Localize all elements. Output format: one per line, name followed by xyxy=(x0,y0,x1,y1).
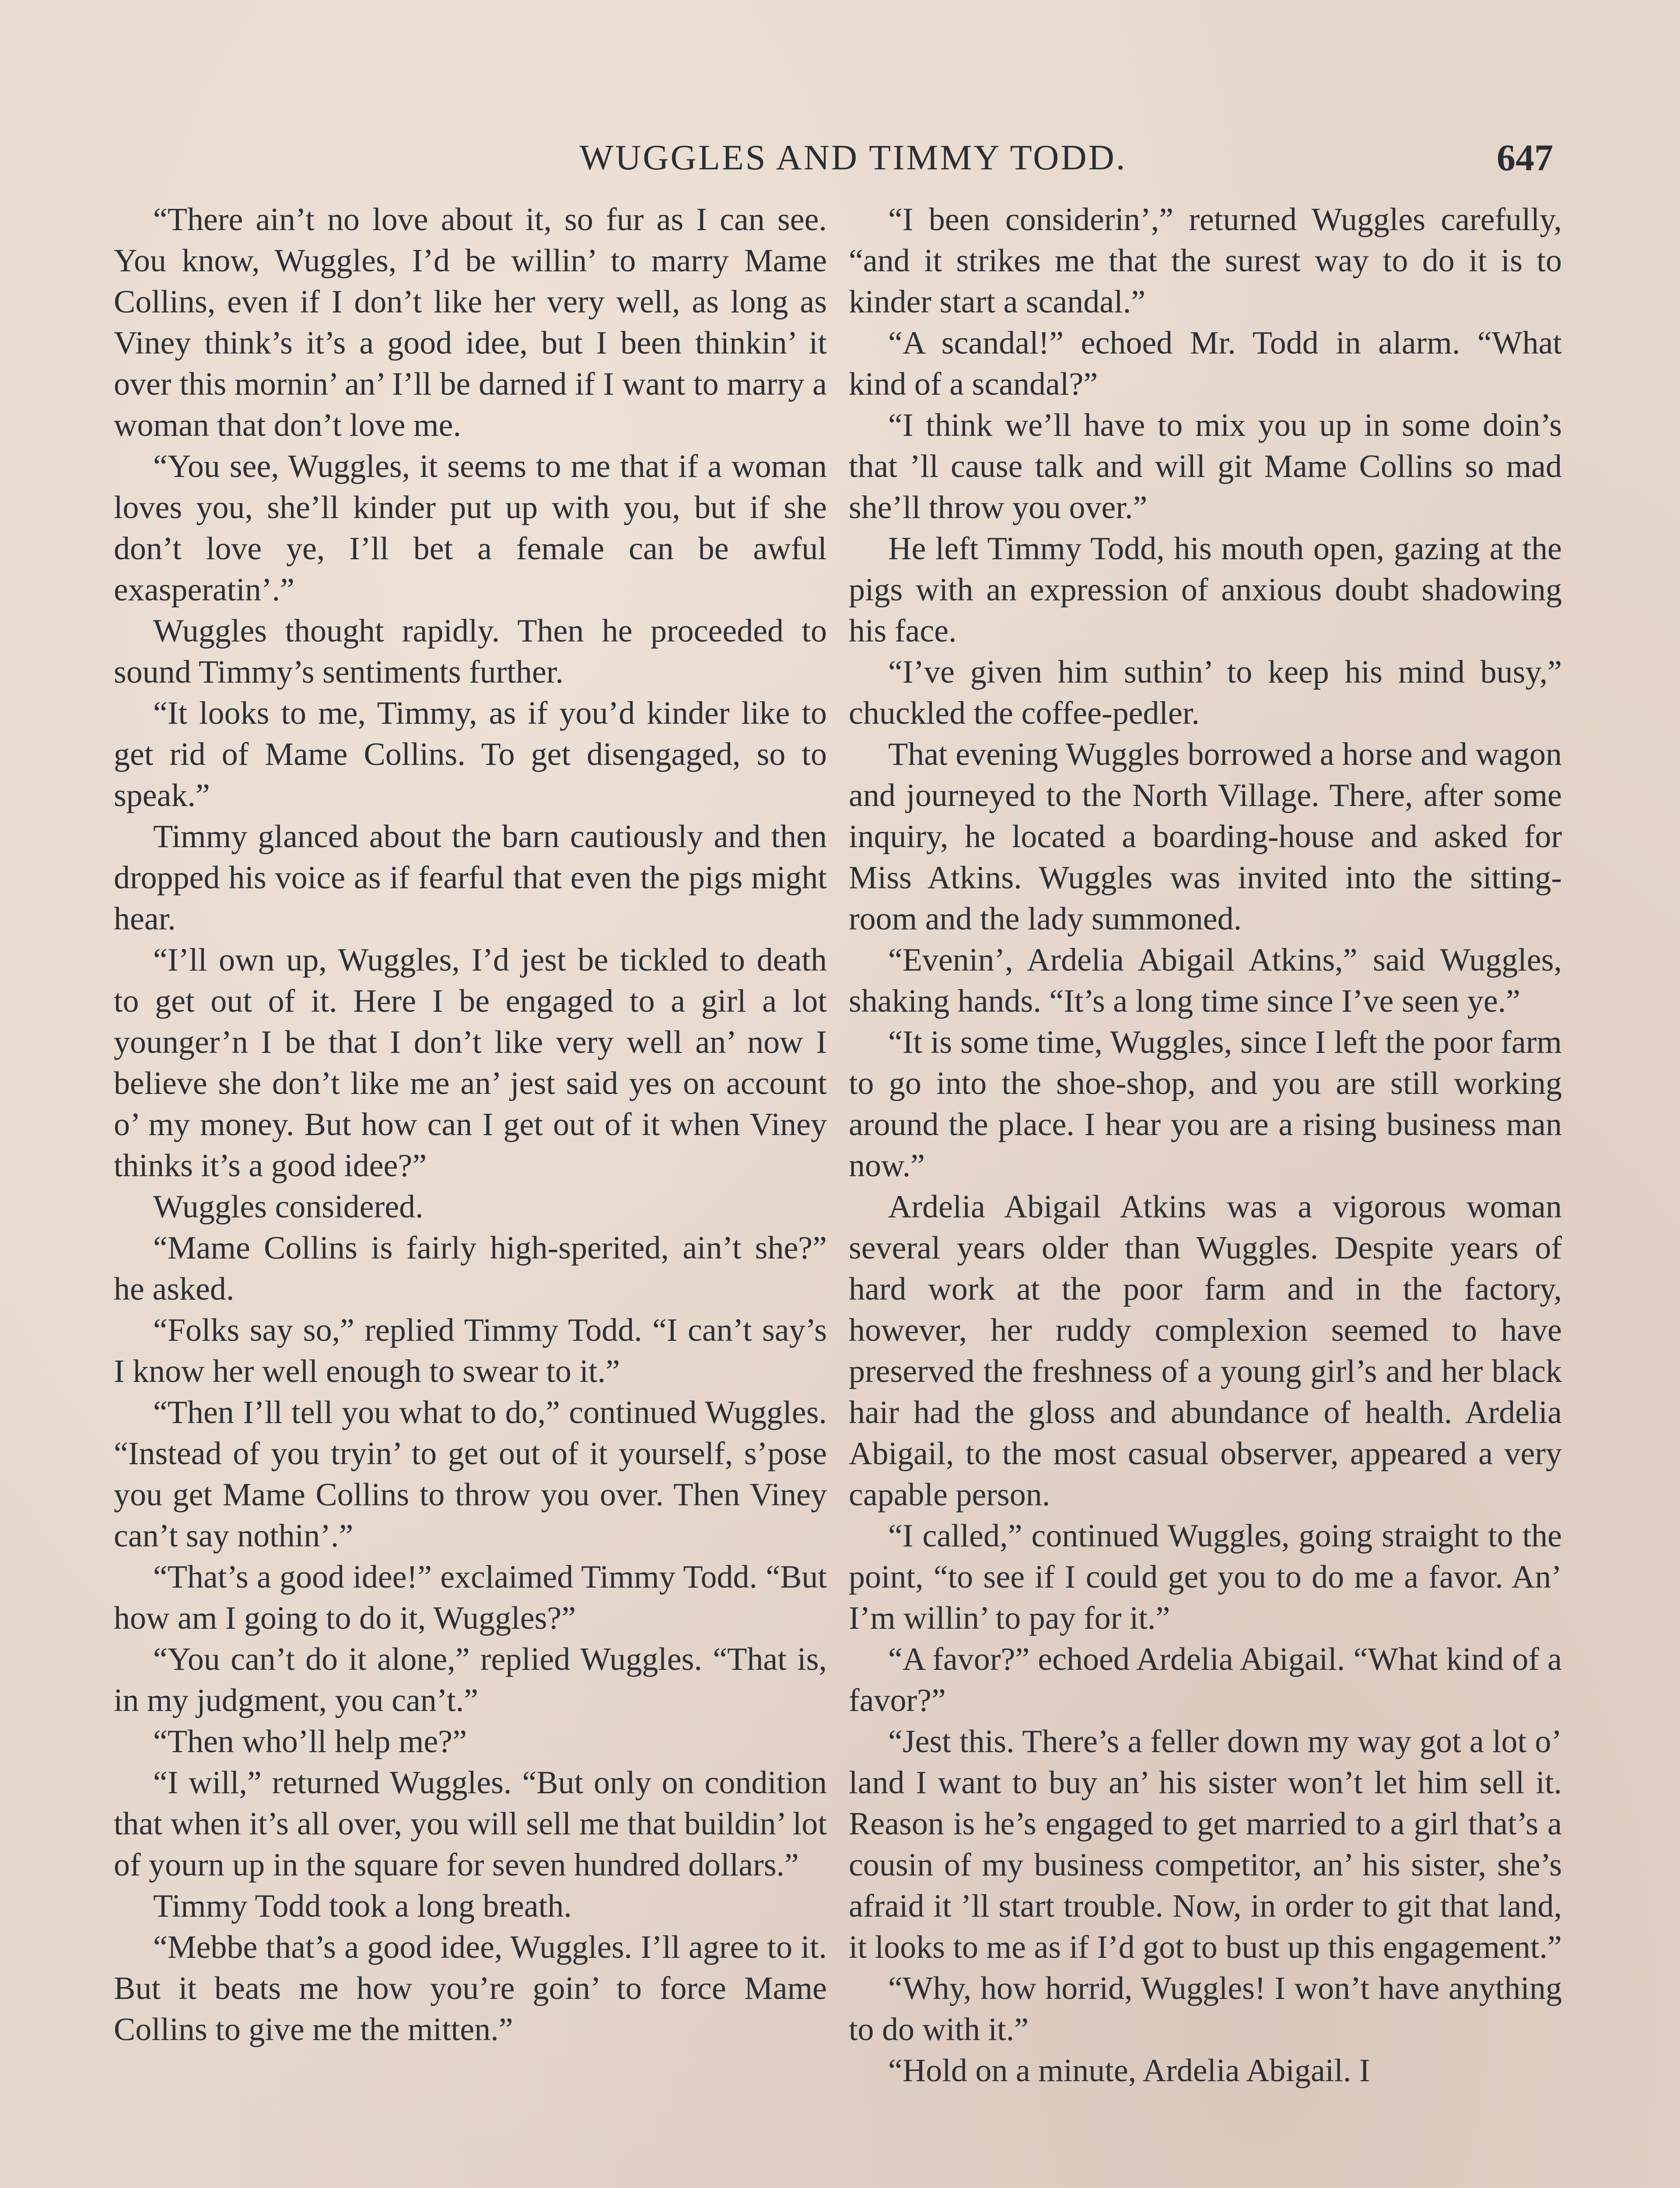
paragraph: “Folks say so,” replied Timmy Todd. “I can’t say’s I know her well enough to swear to it.” xyxy=(114,1312,827,1389)
paragraph: Wuggles considered. xyxy=(153,1189,424,1225)
paragraph: “I’ll own up, Wuggles, I’d jest be tickled to death to get out of it. Here I be engaged to a girl a lot younger’n I be that I don’t like very well an’ now I believe she don’t like me an’ jest said yes on account o’ my money. But how can I get out of it when Viney thinks it’s a good idee?” xyxy=(114,942,827,1184)
paragraph: “Hold on a minute, Ardelia Abigail. I xyxy=(888,2053,1370,2089)
paragraph: “That’s a good idee!” exclaimed Timmy Todd. “But how am I going to do it, Wuggles?” xyxy=(114,1559,827,1636)
page-header xyxy=(0,127,1680,188)
paragraph: “You can’t do it alone,” replied Wuggles. “That is, in my judgment, you can’t.” xyxy=(114,1641,827,1718)
paragraph: “Why, how horrid, Wuggles! I won’t have anything to do with it.” xyxy=(849,1971,1562,2048)
paragraph: “There ain’t no love about it, so fur as I can see. You know, Wuggles, I’d be willin’ to marry Mame Collins, even if I don’t like her very well, as long as Viney think’s it’s a good idee, but I been thinkin’ it over this mornin’ an’ I’ll be darned if I want to marry a woman that don’t love me. xyxy=(114,202,827,443)
page-number: 647 xyxy=(1497,137,1553,179)
paragraph: “I think we’ll have to mix you up in some doin’s that ’ll cause talk and will git Mame Collins so mad she’ll throw you over.” xyxy=(849,407,1562,526)
paragraph: “A scandal!” echoed Mr. Todd in alarm. “What kind of a scandal?” xyxy=(849,325,1562,402)
paragraph: Timmy Todd took a long breath. xyxy=(153,1888,572,1924)
paragraph: “Mebbe that’s a good idee, Wuggles. I’ll agree to it. But it beats me how you’re goin’ to force Mame Collins to give me the mitten.” xyxy=(114,1929,827,2048)
left-text-column xyxy=(114,199,827,2188)
paragraph: “Jest this. There’s a feller down my way got a lot o’ land I want to buy an’ his sister won’t let him sell it. Reason is he’s engaged to get married to a girl that’s a cousin of my business competitor, an’ his sister, she’s afraid it ’ll start trouble. Now, in order to git that land, it looks to me as if I’d got to bust up this engagement.” xyxy=(849,1724,1562,1965)
paragraph: Timmy glanced about the barn cautiously and then dropped his voice as if fearful that even the pigs might hear. xyxy=(114,819,827,937)
running-title: WUGGLES AND TIMMY TODD. xyxy=(579,137,1127,177)
paragraph: “I called,” continued Wuggles, going straight to the point, “to see if I could get you to do me a favor. An’ I’m willin’ to pay for it.” xyxy=(849,1518,1562,1636)
paragraph: “I’ve given him suthin’ to keep his mind busy,” chuckled the coffee-pedler. xyxy=(849,654,1562,731)
paragraph: “I been considerin’,” returned Wuggles carefully, “and it strikes me that the surest way to do it is to kinder start a scandal.” xyxy=(849,202,1562,320)
paragraph: “Then I’ll tell you what to do,” continued Wuggles. “Instead of you tryin’ to get out of it yourself, s’pose you get Mame Collins to throw you over. Then Viney can’t say nothin’.” xyxy=(114,1395,827,1554)
paragraph: That evening Wuggles borrowed a horse and wagon and journeyed to the North Village. There, after some inquiry, he located a boarding-house and asked for Miss Atkins. Wuggles was invited into the sitting-room and the lady summoned. xyxy=(849,736,1562,937)
paragraph: “A favor?” echoed Ardelia Abigail. “What kind of a favor?” xyxy=(849,1641,1562,1718)
paragraph: “You see, Wuggles, it seems to me that if a woman loves you, she’ll kinder put up with you, but if she don’t love ye, I’ll bet a female can be awful exasperatin’.” xyxy=(114,449,827,608)
paragraph: “Evenin’, Ardelia Abigail Atkins,” said Wuggles, shaking hands. “It’s a long time since I’ve seen ye.” xyxy=(849,942,1562,1019)
paragraph: “Mame Collins is fairly high-sperited, ain’t she?” he asked. xyxy=(114,1230,827,1307)
paragraph: “Then who’ll help me?” xyxy=(153,1724,467,1760)
paragraph: Ardelia Abigail Atkins was a vigorous woman several years older than Wuggles. Despite years of hard work at the poor farm and in the factory, however, her ruddy complexion seemed to have preserved the freshness of a young girl’s and her black hair had the gloss and abundance of health. Ardelia Abigail, to the most casual observer, appeared a very capable person. xyxy=(849,1189,1562,1513)
paragraph: “It looks to me, Timmy, as if you’d kinder like to get rid of Mame Collins. To get disengaged, so to speak.” xyxy=(114,695,827,813)
paragraph: He left Timmy Todd, his mouth open, gazing at the pigs with an expression of anxious doubt shadowing his face. xyxy=(849,531,1562,649)
right-text-column xyxy=(849,199,1562,2188)
paragraph: “It is some time, Wuggles, since I left the poor farm to go into the shoe-shop, and you are still working around the place. I hear you are a rising business man now.” xyxy=(849,1024,1562,1184)
paragraph: Wuggles thought rapidly. Then he proceeded to sound Timmy’s sentiments further. xyxy=(114,613,827,690)
paragraph: “I will,” returned Wuggles. “But only on condition that when it’s all over, you will sell me that buildin’ lot of yourn up in the square for seven hundred dollars.” xyxy=(114,1765,827,1883)
